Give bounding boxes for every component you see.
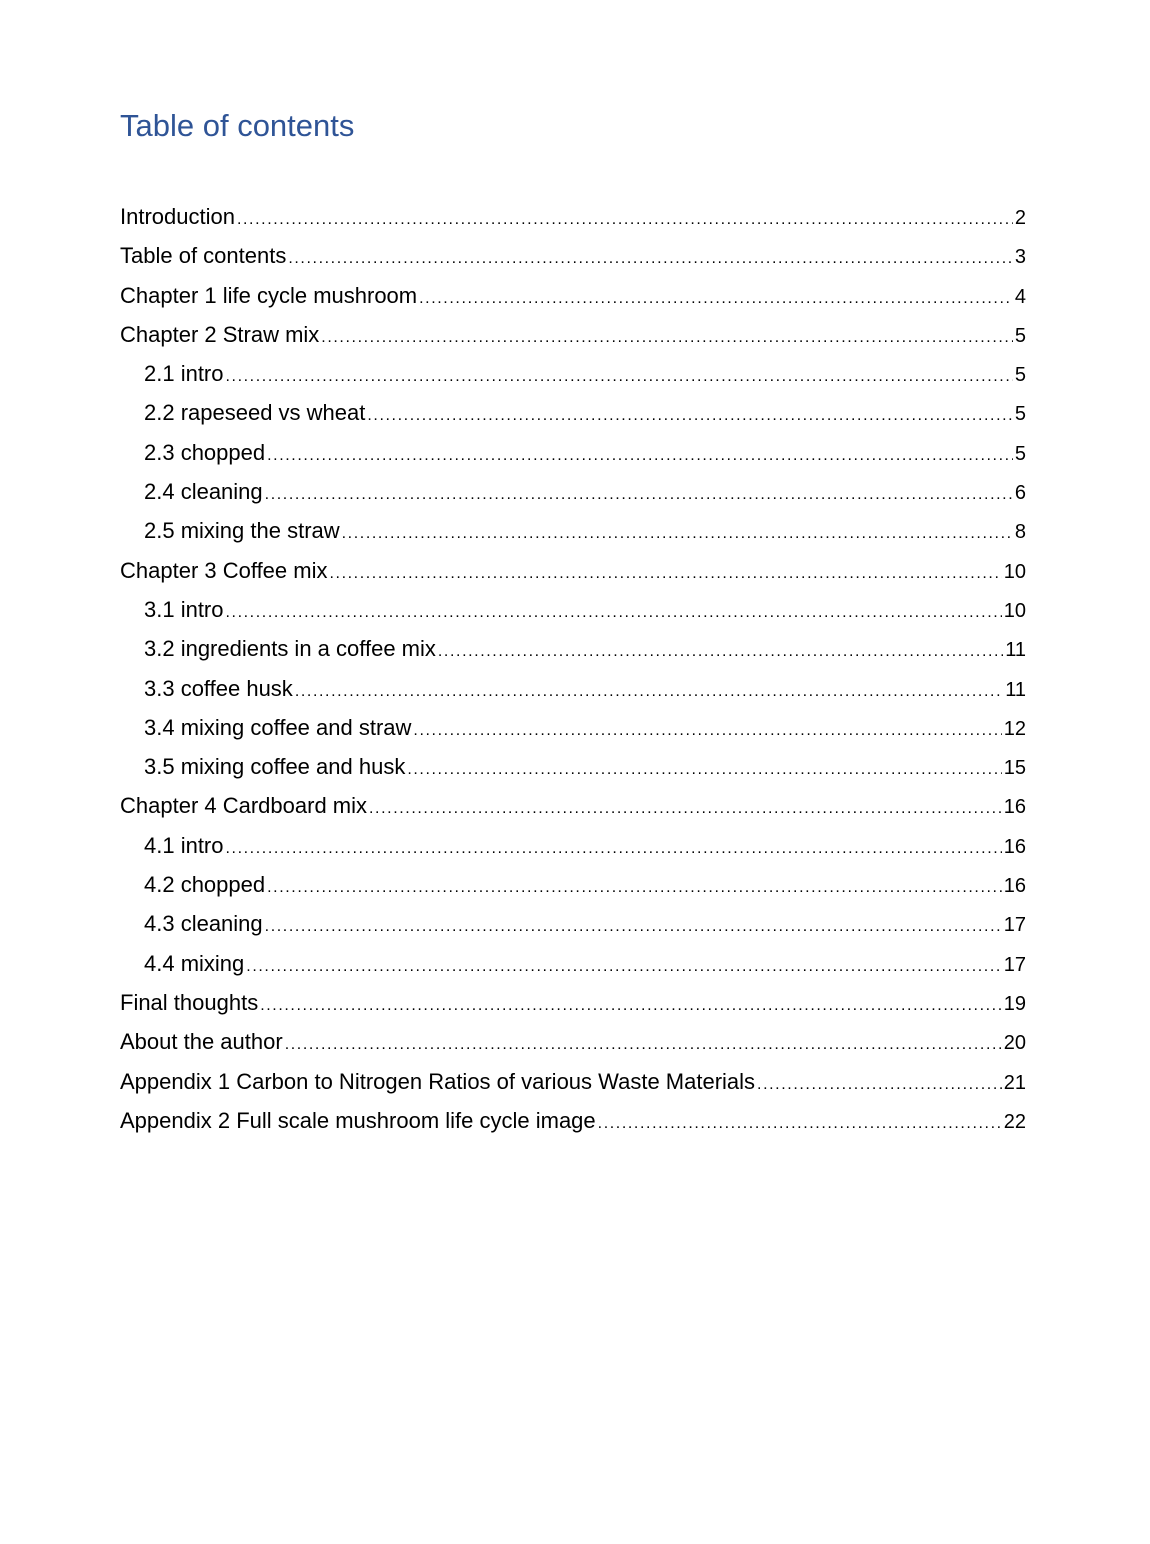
toc-entry-chapter-2[interactable] [120,315,1026,354]
toc-page-number: 8 [1014,521,1026,544]
toc-entry-chapter-3[interactable] [120,551,1026,590]
toc-entry-table-of-contents[interactable] [120,236,1026,275]
toc-entry-chapter-4[interactable] [120,786,1026,825]
toc-page-number: 16 [1003,875,1026,898]
toc-dot-leader [267,436,1013,475]
toc-entry-label: Appendix 2 Full scale mushroom life cycle image [120,1107,596,1133]
toc-dot-leader [598,1104,1002,1143]
toc-entry-label: 2.3 chopped [144,439,266,465]
toc-entry-label: 3.2 ingredients in a coffee mix [144,636,436,662]
toc-page-number: 5 [1014,364,1026,387]
toc-page-number: 22 [1003,1110,1026,1133]
toc-page-number: 11 [1005,678,1026,701]
toc-entry-3-2[interactable] [120,629,1026,668]
page-title: Table of contents [120,108,355,143]
toc-entry-2-3[interactable] [120,433,1026,472]
toc-dot-leader [321,318,1013,357]
toc-page-number: 3 [1014,246,1026,269]
toc-entry-label: Chapter 3 Coffee mix [120,557,328,583]
toc-page-number: 11 [1005,639,1026,662]
toc-entry-label: Table of contents [120,243,287,269]
toc-entry-label: Chapter 2 Straw mix [120,321,320,347]
toc-list [120,197,1026,1140]
toc-entry-chapter-1[interactable] [120,276,1026,315]
toc-page-number: 19 [1003,992,1026,1015]
toc-entry-2-4[interactable] [120,472,1026,511]
toc-entry-4-1[interactable] [120,826,1026,865]
toc-entry-about-the-author[interactable] [120,1022,1026,1061]
toc-page-number: 10 [1003,560,1026,583]
toc-dot-leader [226,593,1002,632]
toc-dot-leader [419,279,1013,318]
toc-entry-3-3[interactable] [120,669,1026,708]
toc-entry-label: Chapter 1 life cycle mushroom [120,282,418,308]
toc-page-number: 17 [1003,914,1026,937]
toc-entry-appendix-1[interactable] [120,1062,1026,1101]
toc-entry-4-3[interactable] [120,904,1026,943]
toc-entry-4-2[interactable] [120,865,1026,904]
toc-entry-label: 4.4 mixing [144,950,245,976]
toc-page-number: 2 [1014,207,1026,229]
toc-dot-leader [246,947,1001,986]
toc-page-number: 10 [1003,599,1026,622]
toc-entry-2-5[interactable] [120,511,1026,550]
toc-entry-label: 3.3 coffee husk [144,675,293,701]
toc-dot-leader [342,514,1013,553]
toc-page-number: 16 [1003,835,1026,858]
toc-dot-leader [226,829,1002,868]
toc-page-number: 5 [1014,324,1026,347]
toc-entry-introduction[interactable] [120,197,1026,236]
toc-dot-leader [226,357,1013,396]
toc-entry-final-thoughts[interactable] [120,983,1026,1022]
toc-entry-label: 3.5 mixing coffee and husk [144,754,406,780]
toc-page-number: 4 [1014,285,1026,308]
toc-entry-label: Introduction [120,204,235,229]
toc-entry-label: Chapter 4 Cardboard mix [120,793,368,819]
toc-dot-leader [413,711,1001,750]
toc-page-number: 5 [1014,403,1026,426]
toc-entry-label: Appendix 1 Carbon to Nitrogen Ratios of various Waste Materials [120,1068,756,1094]
toc-page-number: 6 [1014,482,1026,505]
toc-dot-leader [260,986,1002,1025]
toc-entry-label: 2.1 intro [144,361,224,387]
toc-dot-leader [267,868,1002,907]
toc-entry-label: 2.4 cleaning [144,479,263,505]
toc-dot-leader [295,672,1003,711]
toc-page-number: 12 [1003,717,1026,740]
toc-page-number: 15 [1003,757,1026,780]
toc-page-number: 21 [1003,1071,1026,1094]
toc-entry-label: Final thoughts [120,989,259,1015]
toc-entry-4-4[interactable] [120,944,1026,983]
toc-entry-label: 3.1 intro [144,596,224,622]
toc-page-number: 17 [1003,953,1026,976]
toc-entry-label: 4.2 chopped [144,872,266,898]
toc-entry-label: 3.4 mixing coffee and straw [144,714,412,740]
toc-entry-label: 2.2 rapeseed vs wheat [144,400,366,426]
toc-entry-2-1[interactable] [120,354,1026,393]
toc-dot-leader [265,907,1002,946]
toc-entry-label: 4.1 intro [144,832,224,858]
toc-entry-label: 4.3 cleaning [144,911,263,937]
toc-entry-appendix-2[interactable] [120,1101,1026,1140]
toc-dot-leader [367,396,1013,435]
toc-entry-3-1[interactable] [120,590,1026,629]
toc-dot-leader [329,554,1001,593]
toc-page-number: 5 [1014,442,1026,465]
toc-dot-leader [757,1065,1002,1104]
toc-entry-2-2[interactable] [120,393,1026,432]
toc-entry-label: 2.5 mixing the straw [144,518,340,544]
toc-page-number: 20 [1003,1032,1026,1055]
toc-dot-leader [369,789,1002,828]
toc-page-number: 16 [1003,796,1026,819]
toc-dot-leader [265,475,1013,514]
toc-dot-leader [438,632,1003,671]
toc-dot-leader [285,1025,1002,1064]
toc-dot-leader [237,200,1013,239]
toc-entry-label: About the author [120,1029,283,1055]
toc-entry-3-5[interactable] [120,747,1026,786]
toc-dot-leader [407,750,1001,789]
toc-entry-3-4[interactable] [120,708,1026,747]
toc-dot-leader [288,239,1013,278]
